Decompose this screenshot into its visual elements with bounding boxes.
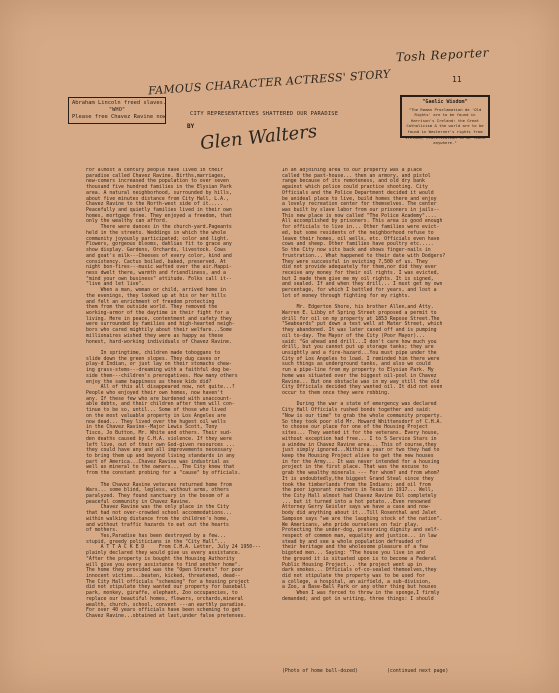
headline: CITY REPRESENTATIVES SHATTERED OUR PARADISE — [190, 111, 339, 117]
handwritten-title: FAMOUS CHARACTER ACTRESS' STORY — [147, 67, 391, 98]
article-right-column: In an adjoining area to our property was a place called the past-house... then an armory, and pistol range because of its remoteness, and old dry bank against which police could practice shooting. City Officials and the Police Department decided it would be anideal place to live, build homes there and enjoy a lovely recreation center for themselves. The center was built by slave labor from our prisoners in jails-- This new place is now called "The Police Academy".... All accomplished by prisoners. This area is good enough for officials to live in... Other families were evict- ed, but some residents of the neighborhood refuse to leave their homes, oil wells, etc. Officials even have cows and sheep. Other families have poultry etc..... So the City now sits back and shows finger-nails in frustration... What happened to their date with Dodgers? They were successful in evicting 7,500 of us. They did not provide adequately for them,nor did they ever receive any money for their oil rights. I was evicted, but I made them give me my oil rights. It is signed, and sealed. If and when they drill... I must get my own percentage, for which I battled for years, and lost a lot of money through fighting for my rights. Mr. Edgerton Shore, his brother Allen,and Atty. Warren E. Libby of Spring Street proposed a permit to drill for oil on my property at 1853 Repose Street.The "Seaboards" put down a test well at Mater Street, which they abandoned. It was later cased off and is pumping oil to-day. The Mayor of the City (Poor Mayor)... said: "Go ahead and drill...I don't care how much you drill, but you cannot put up storage tanks; they are unsightly and a fire-hazard...You must pipe under the City of Los Angeles to load. I reminded him there were such things as underground tanks, and also we could run a pipe-line from my property to Elysian Park. My home was situated over the biggest oil-pool in Chavez Ravine... But one obstacle was in my way still the old City Officials decided they wanted oil. It did not even occur to them once they were robbing. During the war a state of emergency was declared City Hall Officials rushed bonds together and said: "Now is our time" to grab the whole community property. So they took poor old Mr. Howard Whittensdorf of C.H.A. to choose our place for one of the Housing Project sites... They wanted it for the veterans. Every house, without exception had free... I to 5 Service Stars in a window in Chavez Ravine area... This of course,they just simply ignored...Within a year or two they had to keep the Housing Project alive to get the new houses in for the Army... It was never intended for a housing project in the first place. That was the excuse to grab the wealthy minerals --- For whom? and from whom? It is undoubtedly,the biggest Grand Steal since they took the timberlands from the Indians; and oil from the poor ignorant ranchers in Texas in 1917... Well, the City Hall almost had Chavez Ravine Oil completely ... but it turned into a hot potato...Even renowned Attorney Gerry Geisler says we have a case and now- body did anything about it...Till Rosenthal and Jalet Sampson says "we are the laughing stock of the nation". We Americans, who pride ourselves on fair play. Protecting the under-dog, preserving dignity and self- respect of common man, equality and justice... in law stead by and see a whole population defrauded of their heritage and the wholesome pleasure of a few bigoted men... Saying: "The house you live in and the ground it is situated upon is to become a Federal Public Housing Project... the project went up in dark smokes... Officials of-co-sealed themselves,they did not stipulate the property was to be used for a college, a hospital, an airfield, a sub-division, a Zoo, a Base-Ball Park or any other thing but houses When I was forced to throw in the sponge,I firmly demanded; and got in writing, three things: I should — [282, 168, 446, 602]
lincoln-box-line3: Please free Chavez Ravine now — [72, 114, 167, 120]
footer-photo-note: (Photo of home bull-dozed) — [282, 668, 358, 674]
lincoln-box — [68, 97, 166, 124]
gaelic-wisdom-box — [400, 95, 490, 146]
gaelic-wisdom-heading: "Gaelic Wisdom" — [422, 99, 468, 105]
footer-continued-note: (continued next page) — [387, 668, 449, 674]
byline-prefix: BY — [187, 123, 195, 130]
reporter-signature: Tosh Reporter — [395, 45, 490, 65]
gaelic-wisdom-body: "The Roman Proclamation de 'Old Rights' are to be found in Harrison's Ireland: the Great Catholicism & the world are to be found in Westerner's rights from Ireland, Clarification to be found anywhere." — [405, 106, 485, 146]
footer — [282, 668, 482, 674]
lincoln-box-line1: Abraham Lincoln freed slaves. — [72, 100, 167, 106]
article-left-column: For almost a century people have lived in their paradise called Chavez Ravine. Births,marriages, new-comers increased the population to over seven thousand five hundred families in the Elysian Park area. A natural neighborhood, surrounded by hills, about five minutes distance from City Hall, L.A., Chavez Ravine to the North-west side of it..... Peacefully and quietly families lived in their own homes, mortgage free. They enjoyed a freedom, that only the wealthy can afford. There were dances in the church-yard.Pageants held in the streets. Weddings in which the whole community joyously participated; color and light. Flowers, gorgeous blooms, dahlias fit to grace any show display. Gardens, Orchards, livestock. Cows and goat's milk---Cheeses of every color, kind and consistency. Cactus boiled, baked, preserved. At night bon-fires---music wafted over the air.Happi- ness dwelt there, warmth and friendliness, and a "mind your own business" attitude. Folks call it-- "live and let live". When a man, woman or child, arrived home in the evenings, they looked up at his or her hills and felt an enrichment of freedom protecting them from the outside world. They removed the working-armor of the daytime in their fight for a living. Here in peace, contentment and safety they were surrounded by families and high-hearted neigh- bors who cared mightily about their welfare...Some millionaires wished they were as happy as these honest, hard-working individuals of Chavez Ravine. In springtime, children made toboggans to slide down the green slopes. They dug caves or play-d Indian, or just lay on their stomachs chew- ing grass-stems---dreaming with a faithful dog be- side them---children's prerogatives. How many others enjoy the same happiness as these kids did? All of this all disappeared now, not quite...? People who enjoyed their own homes, now haven't any. If these few who are burdened with unaccount- able debts, and their children after them will con- tinue to be so, until... Some of those who lived on the most valuable property in Los Angeles are now dead... They lived over the hugest oil wells in the Chavez Ravine--Major Lewis Scott, Tony Tisco, Jo Button, Mr. White and others. Their sud- den deaths caused by C.H.A. violence. If they were left live, out of their own God-given resources ... they could have any and all improvements necessary to bring them up and beyond living standards in any part of America...Chavez Ravine was industrial as well as mineral to the owners... The City knew that from the constant probing for a "cause" by officials. The Chavez Ravine veterans returned home from Wars... some blind, legless, without arms, others paralyzed. They found sanctuary in the bosom of a peaceful community in Chavez Ravine. Chavez Ravine was the only place in the City that had not over-crowded school accommodations... within walking distance from the children's home, and without traffic hazards to eat out the hearts of mothers. Yes,Paradise has been destroyed by a few... stupid, greedy politicians in the "City Hall"... A T T A C K E D From C.H.A. Letter, July 24 1950--- plainly declared they would give us every assistance. "After the property is bought the Housing Authority will give you every assistance to find another home". The home they provided was the "Open Streets" for poor innocent victims...beaten, kicked, threatened, dead-- The City Hall officials "scheming" for a housing project did not stipulate they wanted our property for baseball park, monkey, giraffe, elephant, Zoo occupancies, to replace our beautiful homes, flowers, orchards,mineral wealth, church, school, convent ---an earthly paradise. For over 40 years officials have been scheming to get Chavez Ravine...obtained at last,under false pretenses. — [86, 168, 261, 620]
lincoln-box-line2: "WHO" — [108, 107, 126, 113]
page-number: 11 — [452, 75, 462, 84]
byline-signature: Glen Walters — [199, 120, 319, 155]
